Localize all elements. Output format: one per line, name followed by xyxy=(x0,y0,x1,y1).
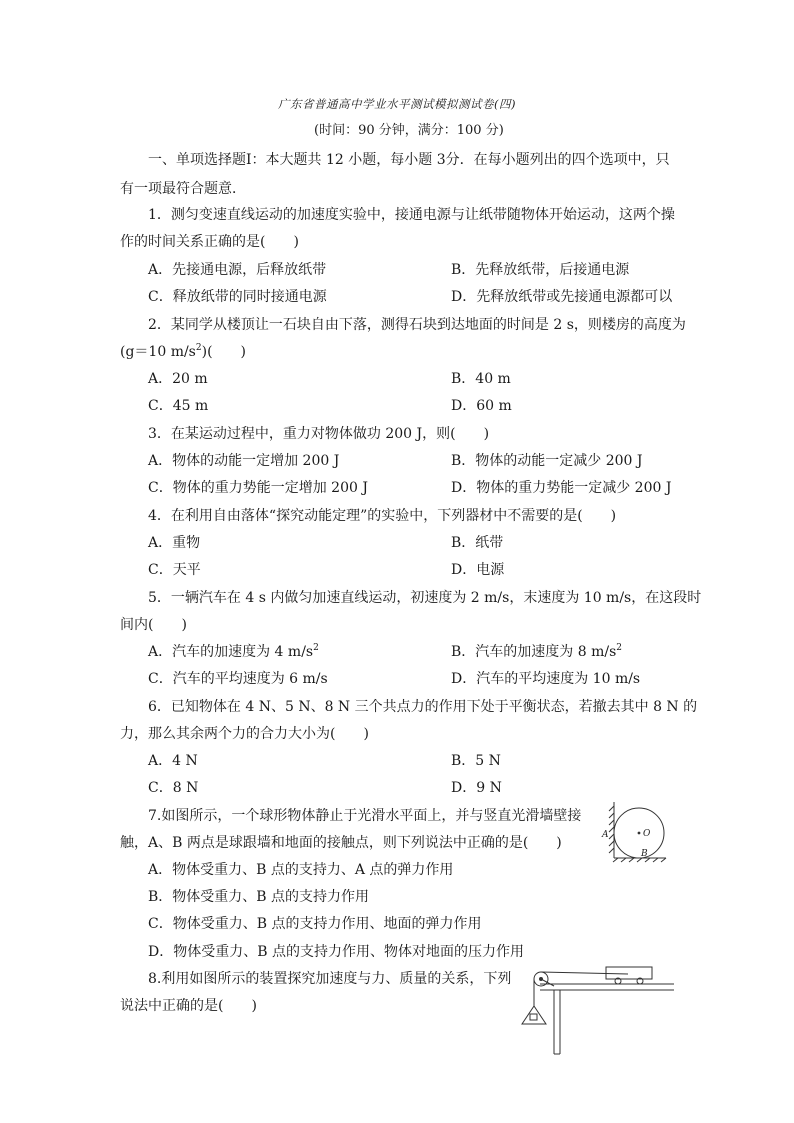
q4-option-c: C．天平 xyxy=(148,562,201,578)
q2-stem-sup: 2 xyxy=(195,343,202,353)
q5-stem-line2: 间内( ) xyxy=(120,617,187,633)
q8-cart xyxy=(606,967,652,979)
q5-option-b-text: B．汽车的加速度为 8 m/s xyxy=(451,644,617,660)
q8-figure xyxy=(518,962,678,1058)
q1-option-a: A．先接通电源，后释放纸带 xyxy=(148,262,327,278)
q8-hanging-weight xyxy=(522,1006,546,1024)
q4-option-d: D．电源 xyxy=(451,562,505,578)
q7-label-o: O xyxy=(643,829,651,839)
q2-option-b: B．40 m xyxy=(451,371,511,387)
q6-stem-line1: 6．已知物体在 4 N、5 N、8 N 三个共点力的作用下处于平衡状态，若撤去其中 8 N 的 xyxy=(148,699,698,715)
q4-option-b: B．纸带 xyxy=(451,535,504,551)
q5-option-b xyxy=(451,643,622,661)
q1-stem-line2: 作的时间关系正确的是( ) xyxy=(120,234,299,250)
q6-option-b: B．5 N xyxy=(451,753,501,769)
q5-option-a-sup: 2 xyxy=(313,643,319,653)
q7-option-d: D．物体受重力、B 点的支持力作用、物体对地面的压力作用 xyxy=(148,944,524,960)
q2-stem-post: )( ) xyxy=(201,344,246,360)
q1-option-d: D．先释放纸带或先接通电源都可以 xyxy=(451,289,673,305)
q7-center-dot xyxy=(638,832,641,835)
q5-option-d: D．汽车的平均速度为 10 m/s xyxy=(451,671,641,687)
page-title: 广东省普通高中学业水平测试模拟测试卷(四) xyxy=(278,97,516,111)
q2-stem-pre: (g＝10 m/s xyxy=(120,344,196,360)
q5-option-b-sup: 2 xyxy=(616,643,623,653)
q2-option-c: C．45 m xyxy=(148,398,209,414)
q4-option-a: A．重物 xyxy=(148,535,201,551)
q8-string xyxy=(541,972,628,974)
q7-floor-hatching xyxy=(613,858,666,862)
q7-label-a: A xyxy=(602,830,609,840)
q7-option-a: A．物体受重力、B 点的支持力、A 点的弹力作用 xyxy=(148,862,454,878)
q7-stem-line2: 触，A、B 两点是球跟墙和地面的接触点，则下列说法中正确的是( ) xyxy=(120,835,562,851)
q3-stem: 3．在某运动过程中，重力对物体做功 200 J，则( ) xyxy=(148,426,490,442)
q3-option-d: D．物体的重力势能一定减少 200 J xyxy=(451,480,672,496)
q6-stem-line2: 力，那么其余两个力的合力大小为( ) xyxy=(120,726,369,742)
q7-figure xyxy=(600,800,670,862)
q1-option-b: B．先释放纸带，后接通电源 xyxy=(451,262,630,278)
q8-stem-line2: 说法中正确的是( ) xyxy=(120,998,257,1014)
q7-stem-line1: 7.如图所示，一个球形物体静止于光滑水平面上，并与竖直光滑墙壁接 xyxy=(148,808,582,824)
q1-option-c: C．释放纸带的同时接通电源 xyxy=(148,289,327,305)
q8-stem-line1: 8.利用如图所示的装置探究加速度与力、质量的关系，下列 xyxy=(148,971,512,987)
section-instruction-line1: 一、单项选择题Ⅰ：本大题共 12 小题，每小题 3分．在每小题列出的四个选项中，只 xyxy=(148,152,670,168)
q3-option-b: B．物体的动能一定减少 200 J xyxy=(451,453,643,469)
q3-option-c: C．物体的重力势能一定增加 200 J xyxy=(148,480,368,496)
q2-stem-line1: 2．某同学从楼顶让一石块自由下落，测得石块到达地面的时间是 2 s，则楼房的高度为 xyxy=(148,317,686,333)
q7-option-b: B．物体受重力、B 点的支持力作用 xyxy=(148,889,370,905)
q4-stem: 4．在利用自由落体“探究动能定理”的实验中，下列器材中不需要的是( ) xyxy=(148,508,617,524)
q7-label-b: B xyxy=(641,849,648,859)
q5-option-a xyxy=(148,643,319,661)
q5-stem-line1: 5．一辆汽车在 4 s 内做匀加速直线运动，初速度为 2 m/s，末速度为 10 m/s，在这段时 xyxy=(148,590,702,606)
q2-option-a: A．20 m xyxy=(148,371,208,387)
q1-stem-line1: 1．测匀变速直线运动的加速度实验中，接通电源与让纸带随物体开始运动，这两个操 xyxy=(148,207,675,223)
section-instruction-line2: 有一项最符合题意． xyxy=(120,181,246,197)
q6-option-d: D．9 N xyxy=(451,780,502,796)
q5-option-a-text: A．汽车的加速度为 4 m/s xyxy=(148,644,314,660)
page-subtitle: (时间：90 分钟，满分：100 分) xyxy=(314,123,504,138)
q6-option-a: A．4 N xyxy=(148,753,198,769)
q2-stem-line2 xyxy=(120,343,246,361)
q6-option-c: C．8 N xyxy=(148,780,199,796)
q7-option-c: C．物体受重力、B 点的支持力作用、地面的弹力作用 xyxy=(148,916,482,932)
q7-wall-hatching xyxy=(609,806,614,853)
q2-option-d: D．60 m xyxy=(451,398,512,414)
q3-option-a: A．物体的动能一定增加 200 J xyxy=(148,453,340,469)
q5-option-c: C．汽车的平均速度为 6 m/s xyxy=(148,671,328,687)
